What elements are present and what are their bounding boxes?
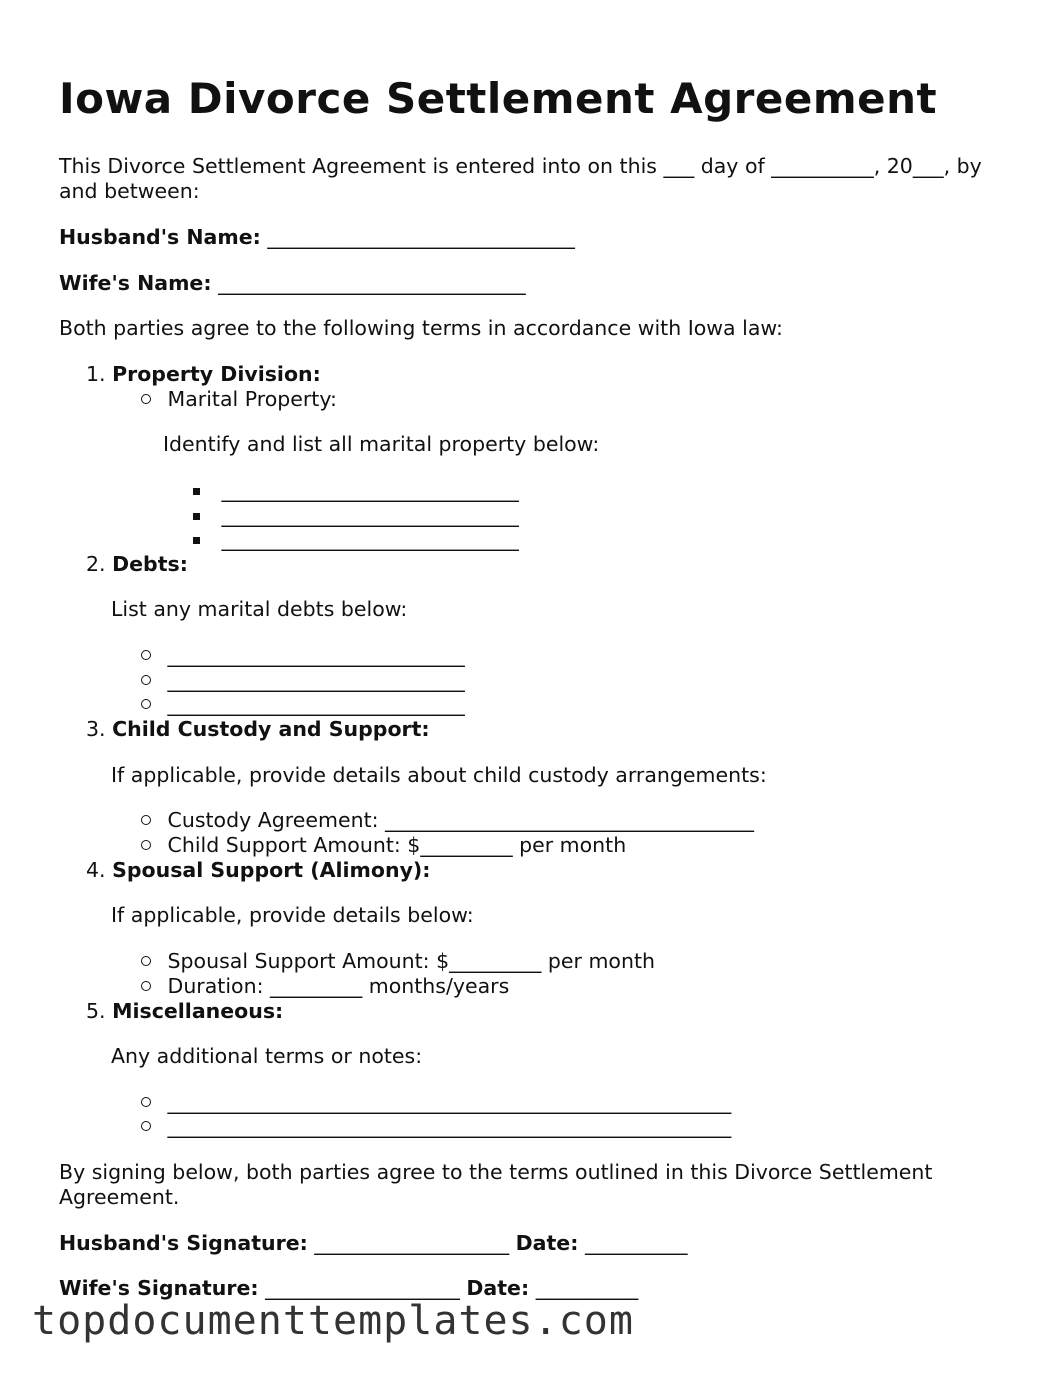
wife-signature-label: Wife's Signature:: [59, 1276, 259, 1300]
section-number: 3.: [86, 717, 106, 741]
square-bullet-icon: [193, 488, 200, 495]
debt-blank-field[interactable]: _____________________________: [167, 692, 465, 716]
list-item: [141, 808, 754, 833]
circle-bullet-icon: [141, 956, 151, 966]
list-item: [193, 478, 519, 503]
husband-signature-line: [59, 1231, 687, 1256]
husband-signature-label: Husband's Signature:: [59, 1231, 308, 1255]
section-number: 2.: [86, 552, 106, 576]
list-item: [141, 974, 509, 999]
section-instruction: If applicable, provide details below:: [111, 903, 474, 927]
section-instruction: List any marital debts below:: [111, 597, 408, 621]
duration-field[interactable]: Duration: _________ months/years: [167, 974, 510, 998]
intro-paragraph: This Divorce Settlement Agreement is entered into on this ___ day of __________, 20___, by and between:: [59, 154, 982, 203]
child-support-field[interactable]: Child Support Amount: $_________ per month: [167, 833, 627, 857]
circle-bullet-icon: [141, 699, 151, 709]
list-item: [141, 1114, 731, 1139]
husband-date-field[interactable]: __________: [584, 1231, 688, 1255]
debt-blank-field[interactable]: _____________________________: [167, 643, 465, 667]
wife-name-field[interactable]: ______________________________: [218, 271, 526, 295]
circle-bullet-icon: [141, 1097, 151, 1107]
husband-name-label: Husband's Name:: [59, 225, 261, 249]
page-title: Iowa Divorce Settlement Agreement: [59, 74, 938, 123]
watermark: topdocumenttemplates.com: [32, 1298, 634, 1344]
section-heading: Spousal Support (Alimony):: [112, 858, 431, 882]
square-bullet-icon: [193, 537, 200, 544]
list-item: [141, 692, 465, 717]
list-item: [141, 833, 626, 858]
section-number: 5.: [86, 999, 106, 1023]
section-instruction: If applicable, provide details about child custody arrangements:: [111, 763, 767, 787]
wife-name-line: [59, 271, 526, 296]
section-heading: Miscellaneous:: [112, 999, 284, 1023]
section-custody: [86, 717, 430, 742]
section-instruction: Identify and list all marital property below:: [163, 432, 600, 456]
circle-bullet-icon: [141, 394, 151, 404]
debt-blank-field[interactable]: _____________________________: [167, 668, 465, 692]
signing-statement: By signing below, both parties agree to the terms outlined in this Divorce Settlement Agreement.: [59, 1160, 933, 1209]
circle-bullet-icon: [141, 815, 151, 825]
section-debts: [86, 552, 188, 577]
spousal-amount-field[interactable]: Spousal Support Amount: $_________ per month: [167, 949, 655, 973]
terms-intro: Both parties agree to the following terms in accordance with Iowa law:: [59, 316, 783, 340]
section-misc: [86, 999, 283, 1024]
section-number: 4.: [86, 858, 106, 882]
husband-date-label: Date:: [515, 1231, 579, 1255]
list-item: [141, 949, 655, 974]
husband-signature-field[interactable]: ___________________: [314, 1231, 510, 1255]
husband-name-line: [59, 225, 575, 250]
section-number: 1.: [86, 362, 106, 386]
property-blank-field[interactable]: _____________________________: [221, 527, 519, 551]
husband-name-field[interactable]: ______________________________: [267, 225, 575, 249]
custody-agreement-field[interactable]: Custody Agreement: ____________________________________: [167, 808, 755, 832]
list-item: [141, 668, 465, 693]
list-item: [141, 1090, 731, 1115]
list-item: [193, 503, 519, 528]
section-property: [86, 362, 321, 387]
section-heading: Debts:: [112, 552, 188, 576]
wife-name-label: Wife's Name:: [59, 271, 212, 295]
section-heading: Property Division:: [112, 362, 321, 386]
misc-blank-field[interactable]: _______________________________________________________: [167, 1090, 732, 1114]
circle-bullet-icon: [141, 650, 151, 660]
property-blank-field[interactable]: _____________________________: [221, 503, 519, 527]
list-item: [193, 527, 519, 552]
circle-bullet-icon: [141, 981, 151, 991]
wife-signature-field[interactable]: ___________________: [265, 1276, 460, 1300]
misc-blank-field[interactable]: _______________________________________________________: [167, 1114, 732, 1138]
list-item: [141, 643, 465, 668]
list-item: Marital Property:: [141, 387, 337, 412]
circle-bullet-icon: [141, 675, 151, 685]
property-blank-field[interactable]: _____________________________: [221, 478, 519, 502]
circle-bullet-icon: [141, 840, 151, 850]
wife-date-label: Date:: [466, 1276, 530, 1300]
section-instruction: Any additional terms or notes:: [111, 1044, 423, 1068]
wife-date-field[interactable]: __________: [535, 1276, 639, 1300]
section-heading: Child Custody and Support:: [112, 717, 430, 741]
square-bullet-icon: [193, 513, 200, 520]
circle-bullet-icon: [141, 1121, 151, 1131]
section-spousal: [86, 858, 431, 883]
